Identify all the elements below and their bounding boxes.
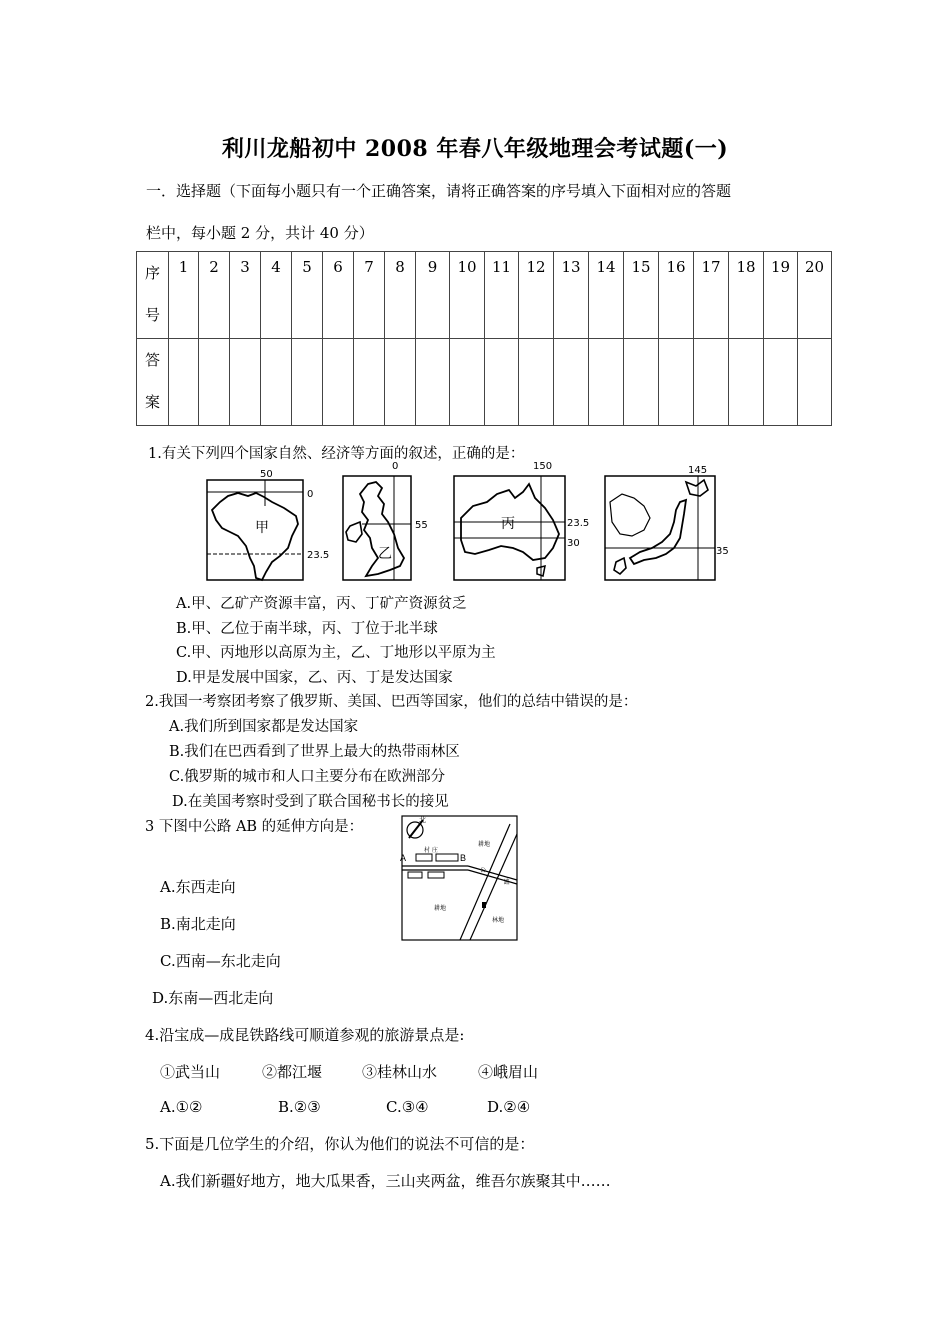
answer-table-answer-cell[interactable]	[261, 339, 292, 426]
section-heading-line1: 一．选择题（下面每小题只有一个正确答案，请将正确答案的序号填入下面相对应的答题	[146, 182, 732, 200]
map-road	[398, 814, 520, 942]
answer-table-answer-cell[interactable]	[354, 339, 385, 426]
answer-table-answer-cell[interactable]	[624, 339, 659, 426]
answer-table-answer-cell[interactable]	[694, 339, 729, 426]
q4-place-2: ②都江堰	[262, 1063, 323, 1081]
answer-table-number-cell: 1	[169, 252, 199, 339]
q1-option-b: B.甲、乙位于南半球，丙、丁位于北半球	[176, 621, 438, 637]
japan-lon-label: 145	[688, 465, 708, 476]
answer-table-number-cell: 9	[416, 252, 450, 339]
road-label-1: 公	[480, 867, 487, 874]
brazil-tropic-label: 23.5	[307, 550, 330, 561]
answer-table-number-cell: 18	[729, 252, 764, 339]
answer-table-answer-cell[interactable]	[798, 339, 832, 426]
farmland-label-1: 耕地	[478, 841, 491, 848]
north-label: 北	[419, 816, 426, 824]
brazil-lon-label: 50	[260, 469, 273, 480]
q4-option-b: B.②③	[278, 1098, 321, 1116]
answer-table-answer-cell[interactable]	[199, 339, 230, 426]
answer-table-number-cell: 4	[261, 252, 292, 339]
q1-option-c: C.甲、丙地形以高原为主，乙、丁地形以平原为主	[176, 645, 496, 661]
answer-table-answer-cell[interactable]	[589, 339, 624, 426]
q3-stem: 3 下图中公路 AB 的延伸方向是：	[145, 819, 364, 835]
answer-table-number-cell: 5	[292, 252, 323, 339]
section-heading-line2: 栏中，每小题 2 分，共计 40 分）	[146, 224, 374, 242]
australia-lon-label: 150	[533, 461, 553, 472]
map-australia	[453, 461, 590, 582]
q1-stem: 1.有关下列四个国家自然、经济等方面的叙述，正确的是：	[148, 446, 525, 462]
brazil-equator-label: 0	[307, 489, 314, 500]
map-japan	[604, 462, 734, 582]
q1-option-a: A.甲、乙矿产资源丰富，丙、丁矿产资源贫乏	[176, 596, 467, 612]
q2-option-b: B.我们在巴西看到了世界上最大的热带雨林区	[169, 744, 460, 760]
answer-table-answer-cell[interactable]	[450, 339, 485, 426]
row-label-answer: 答 案	[137, 339, 169, 426]
answer-table-answer-cell[interactable]	[230, 339, 261, 426]
answer-table-number-cell: 11	[485, 252, 519, 339]
answer-table-answer-cell[interactable]	[416, 339, 450, 426]
q2-option-c: C.俄罗斯的城市和人口主要分布在欧洲部分	[169, 769, 446, 785]
answer-table-answer-cell[interactable]	[554, 339, 589, 426]
australia-label: 丙	[501, 516, 515, 532]
answer-table-answer-cell[interactable]	[292, 339, 323, 426]
answer-table-answer-cell[interactable]	[764, 339, 798, 426]
point-b-label: B	[460, 853, 467, 863]
q4-option-c: C.③④	[386, 1098, 429, 1116]
answer-table-answer-cell[interactable]	[519, 339, 554, 426]
australia-tropic-label: 23.5	[567, 518, 590, 529]
village-label: 村 庄	[424, 847, 438, 854]
answer-table-number-cell: 6	[323, 252, 354, 339]
answer-table-number-cell: 12	[519, 252, 554, 339]
answer-table-number-cell: 15	[624, 252, 659, 339]
q4-option-d: D.②④	[487, 1098, 531, 1116]
q2-option-a: A.我们所到国家都是发达国家	[169, 719, 359, 735]
q4-place-1: ①武当山	[160, 1063, 221, 1081]
answer-table-number-cell: 8	[385, 252, 416, 339]
answer-table-number-cell: 3	[230, 252, 261, 339]
q1-option-d: D.甲是发展中国家，乙、丙、丁是发达国家	[176, 670, 453, 686]
answer-table-number-cell: 2	[199, 252, 230, 339]
q2-option-d: D.在美国考察时受到了联合国秘书长的接见	[172, 794, 449, 810]
japan-lat-label: 35	[716, 546, 729, 557]
q4-place-3: ③桂林山水	[362, 1063, 438, 1081]
answer-table-answer-cell[interactable]	[729, 339, 764, 426]
q3-option-d: D.东南—西北走向	[152, 989, 274, 1007]
answer-table-number-cell: 19	[764, 252, 798, 339]
answer-table-number-cell: 7	[354, 252, 385, 339]
australia-lat30-label: 30	[567, 538, 580, 549]
point-a-label: A	[400, 853, 407, 863]
answer-table-answer-cell[interactable]	[385, 339, 416, 426]
answer-table-number-cell: 13	[554, 252, 589, 339]
farmland-label-2: 耕地	[434, 905, 447, 912]
q2-stem: 2.我国一考察团考察了俄罗斯、美国、巴西等国家，他们的总结中错误的是：	[145, 694, 638, 710]
map-uk	[342, 462, 442, 584]
uk-label: 乙	[378, 546, 392, 562]
answer-table-number-cell: 10	[450, 252, 485, 339]
q3-option-b: B.南北走向	[160, 915, 236, 933]
answer-table-answer-cell[interactable]	[659, 339, 694, 426]
page-title: 利川龙船初中 2008 年春八年级地理会考试题(一)	[221, 136, 729, 162]
row-label-number: 序 号	[137, 252, 169, 339]
q4-place-4: ④峨眉山	[478, 1063, 539, 1081]
uk-lat-label: 55	[415, 520, 428, 531]
answer-table-answer-cell[interactable]	[169, 339, 199, 426]
q5-option-a: A.我们新疆好地方，地大瓜果香，三山夹两盆，维吾尔族聚其中……	[160, 1172, 611, 1190]
answer-table-number-cell: 14	[589, 252, 624, 339]
road-label-2: 路	[504, 879, 511, 886]
q3-option-a: A.东西走向	[160, 878, 236, 896]
answer-table-number-cell: 16	[659, 252, 694, 339]
uk-lon-label: 0	[392, 461, 399, 472]
q3-option-c: C.西南—东北走向	[160, 952, 281, 970]
q5-stem: 5.下面是几位学生的介绍，你认为他们的说法不可信的是：	[145, 1135, 535, 1153]
forest-label: 林地	[492, 917, 505, 924]
brazil-label: 甲	[255, 520, 269, 536]
answer-table-number-cell: 17	[694, 252, 729, 339]
q4-option-a: A.①②	[160, 1098, 203, 1116]
map-brazil	[206, 466, 336, 582]
answer-table-answer-cell[interactable]	[485, 339, 519, 426]
answer-table-answer-cell[interactable]	[323, 339, 354, 426]
answer-table-number-cell: 20	[798, 252, 832, 339]
answer-table	[136, 251, 832, 426]
q4-stem: 4.沿宝成—成昆铁路线可顺道参观的旅游景点是:	[145, 1026, 465, 1044]
